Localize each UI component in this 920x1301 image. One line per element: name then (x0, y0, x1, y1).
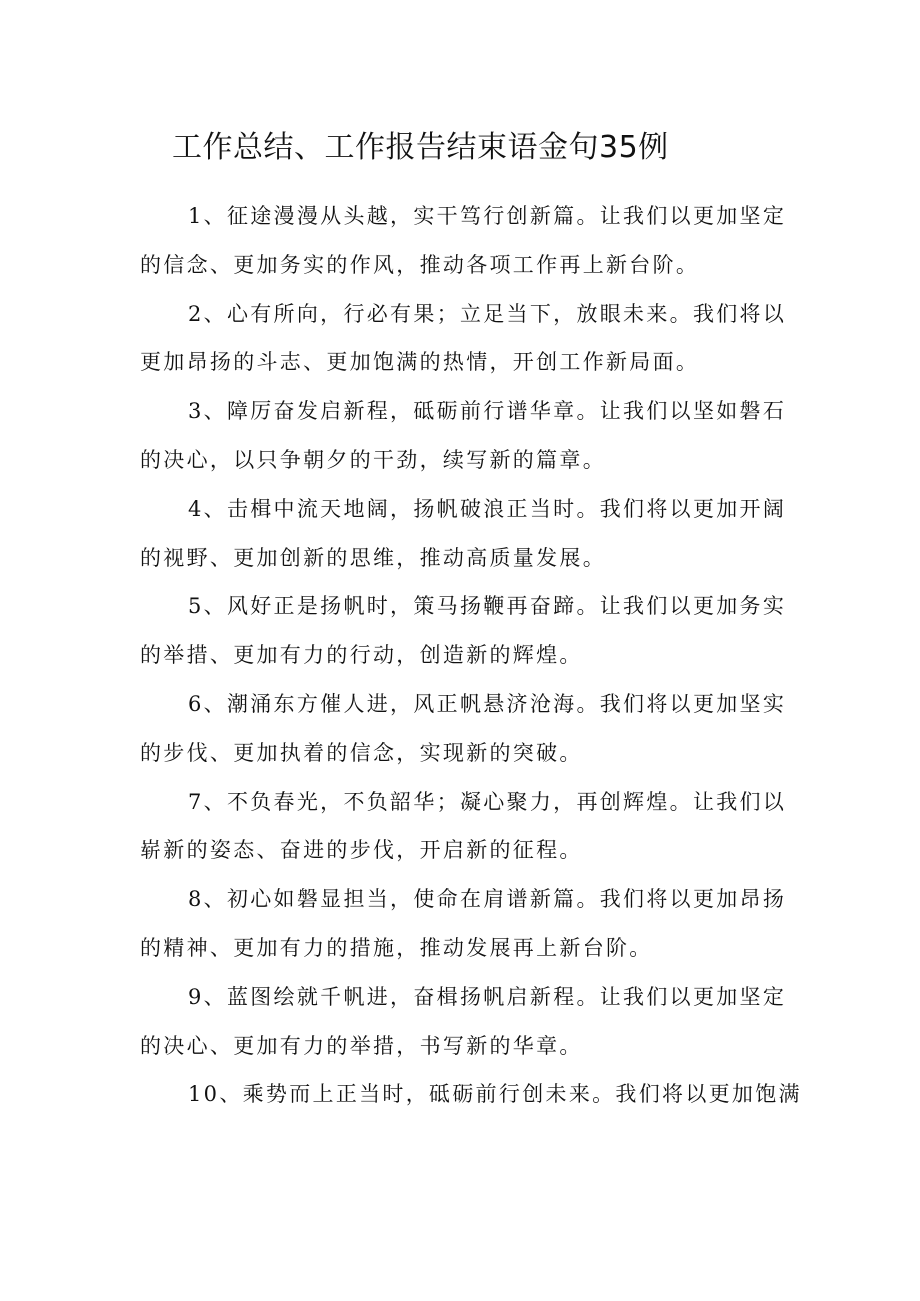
paragraph-line: 1、征途漫漫从头越，实干笃行创新篇。让我们以更加坚定 (188, 204, 787, 228)
paragraph-7 (140, 778, 787, 876)
paragraph-line: 9、蓝图绘就千帆进，奋楫扬帆启新程。让我们以更加坚定 (188, 984, 787, 1009)
paragraph-1 (140, 192, 787, 290)
paragraph-line: 的决心、更加有力的举措，书写新的华章。 (140, 1033, 583, 1058)
paragraph-9 (140, 973, 787, 1071)
paragraph-line: 6、潮涌东方催人进，风正帆悬济沧海。我们将以更加坚实 (188, 691, 787, 716)
paragraph-8 (140, 875, 787, 973)
paragraph-line: 的精神、更加有力的措施，推动发展再上新台阶。 (140, 935, 653, 960)
paragraph-line: 8、初心如磐显担当，使命在肩谱新篇。我们将以更加昂扬 (188, 887, 787, 912)
paragraph-6 (140, 680, 787, 778)
paragraph-line: 的决心，以只争朝夕的干劲，续写新的篇章。 (140, 447, 606, 472)
paragraph-line: 的视野、更加创新的思维，推动高质量发展。 (140, 545, 606, 570)
document-title: 工作总结、工作报告结束语金句35例 (172, 130, 669, 165)
paragraph-line: 2、心有所向，行必有果；立足当下，放眼未来。我们将以 (188, 301, 787, 326)
paragraph-line: 5、风好正是扬帆时，策马扬鞭再奋蹄。让我们以更加务实 (188, 594, 787, 619)
paragraph-4 (140, 485, 787, 583)
paragraph-line: 4、击楫中流天地阔，扬帆破浪正当时。我们将以更加开阔 (188, 496, 787, 521)
paragraph-line: 10、乘势而上正当时，砥砺前行创未来。我们将以更加饱满 (188, 1082, 802, 1107)
paragraph-line: 的信念、更加务实的作风，推动各项工作再上新台阶。 (140, 252, 700, 277)
paragraph-line: 7、不负春光，不负韶华；凝心聚力，再创辉煌。让我们以 (188, 789, 787, 814)
paragraph-line: 3、障厉奋发启新程，砥砺前行谱华章。让我们以坚如磐石 (188, 399, 787, 424)
paragraph-5 (140, 582, 787, 680)
paragraph-2 (140, 290, 787, 388)
paragraph-line: 崭新的姿态、奋进的步伐，开启新的征程。 (140, 838, 583, 863)
paragraph-line: 的步伐、更加执着的信念，实现新的突破。 (140, 740, 583, 765)
paragraph-line: 更加昂扬的斗志、更加饱满的热情，开创工作新局面。 (140, 350, 700, 375)
paragraph-10 (140, 1070, 802, 1119)
paragraph-3 (140, 387, 787, 485)
document-body (140, 192, 802, 1119)
paragraph-line: 的举措、更加有力的行动，创造新的辉煌。 (140, 643, 583, 668)
